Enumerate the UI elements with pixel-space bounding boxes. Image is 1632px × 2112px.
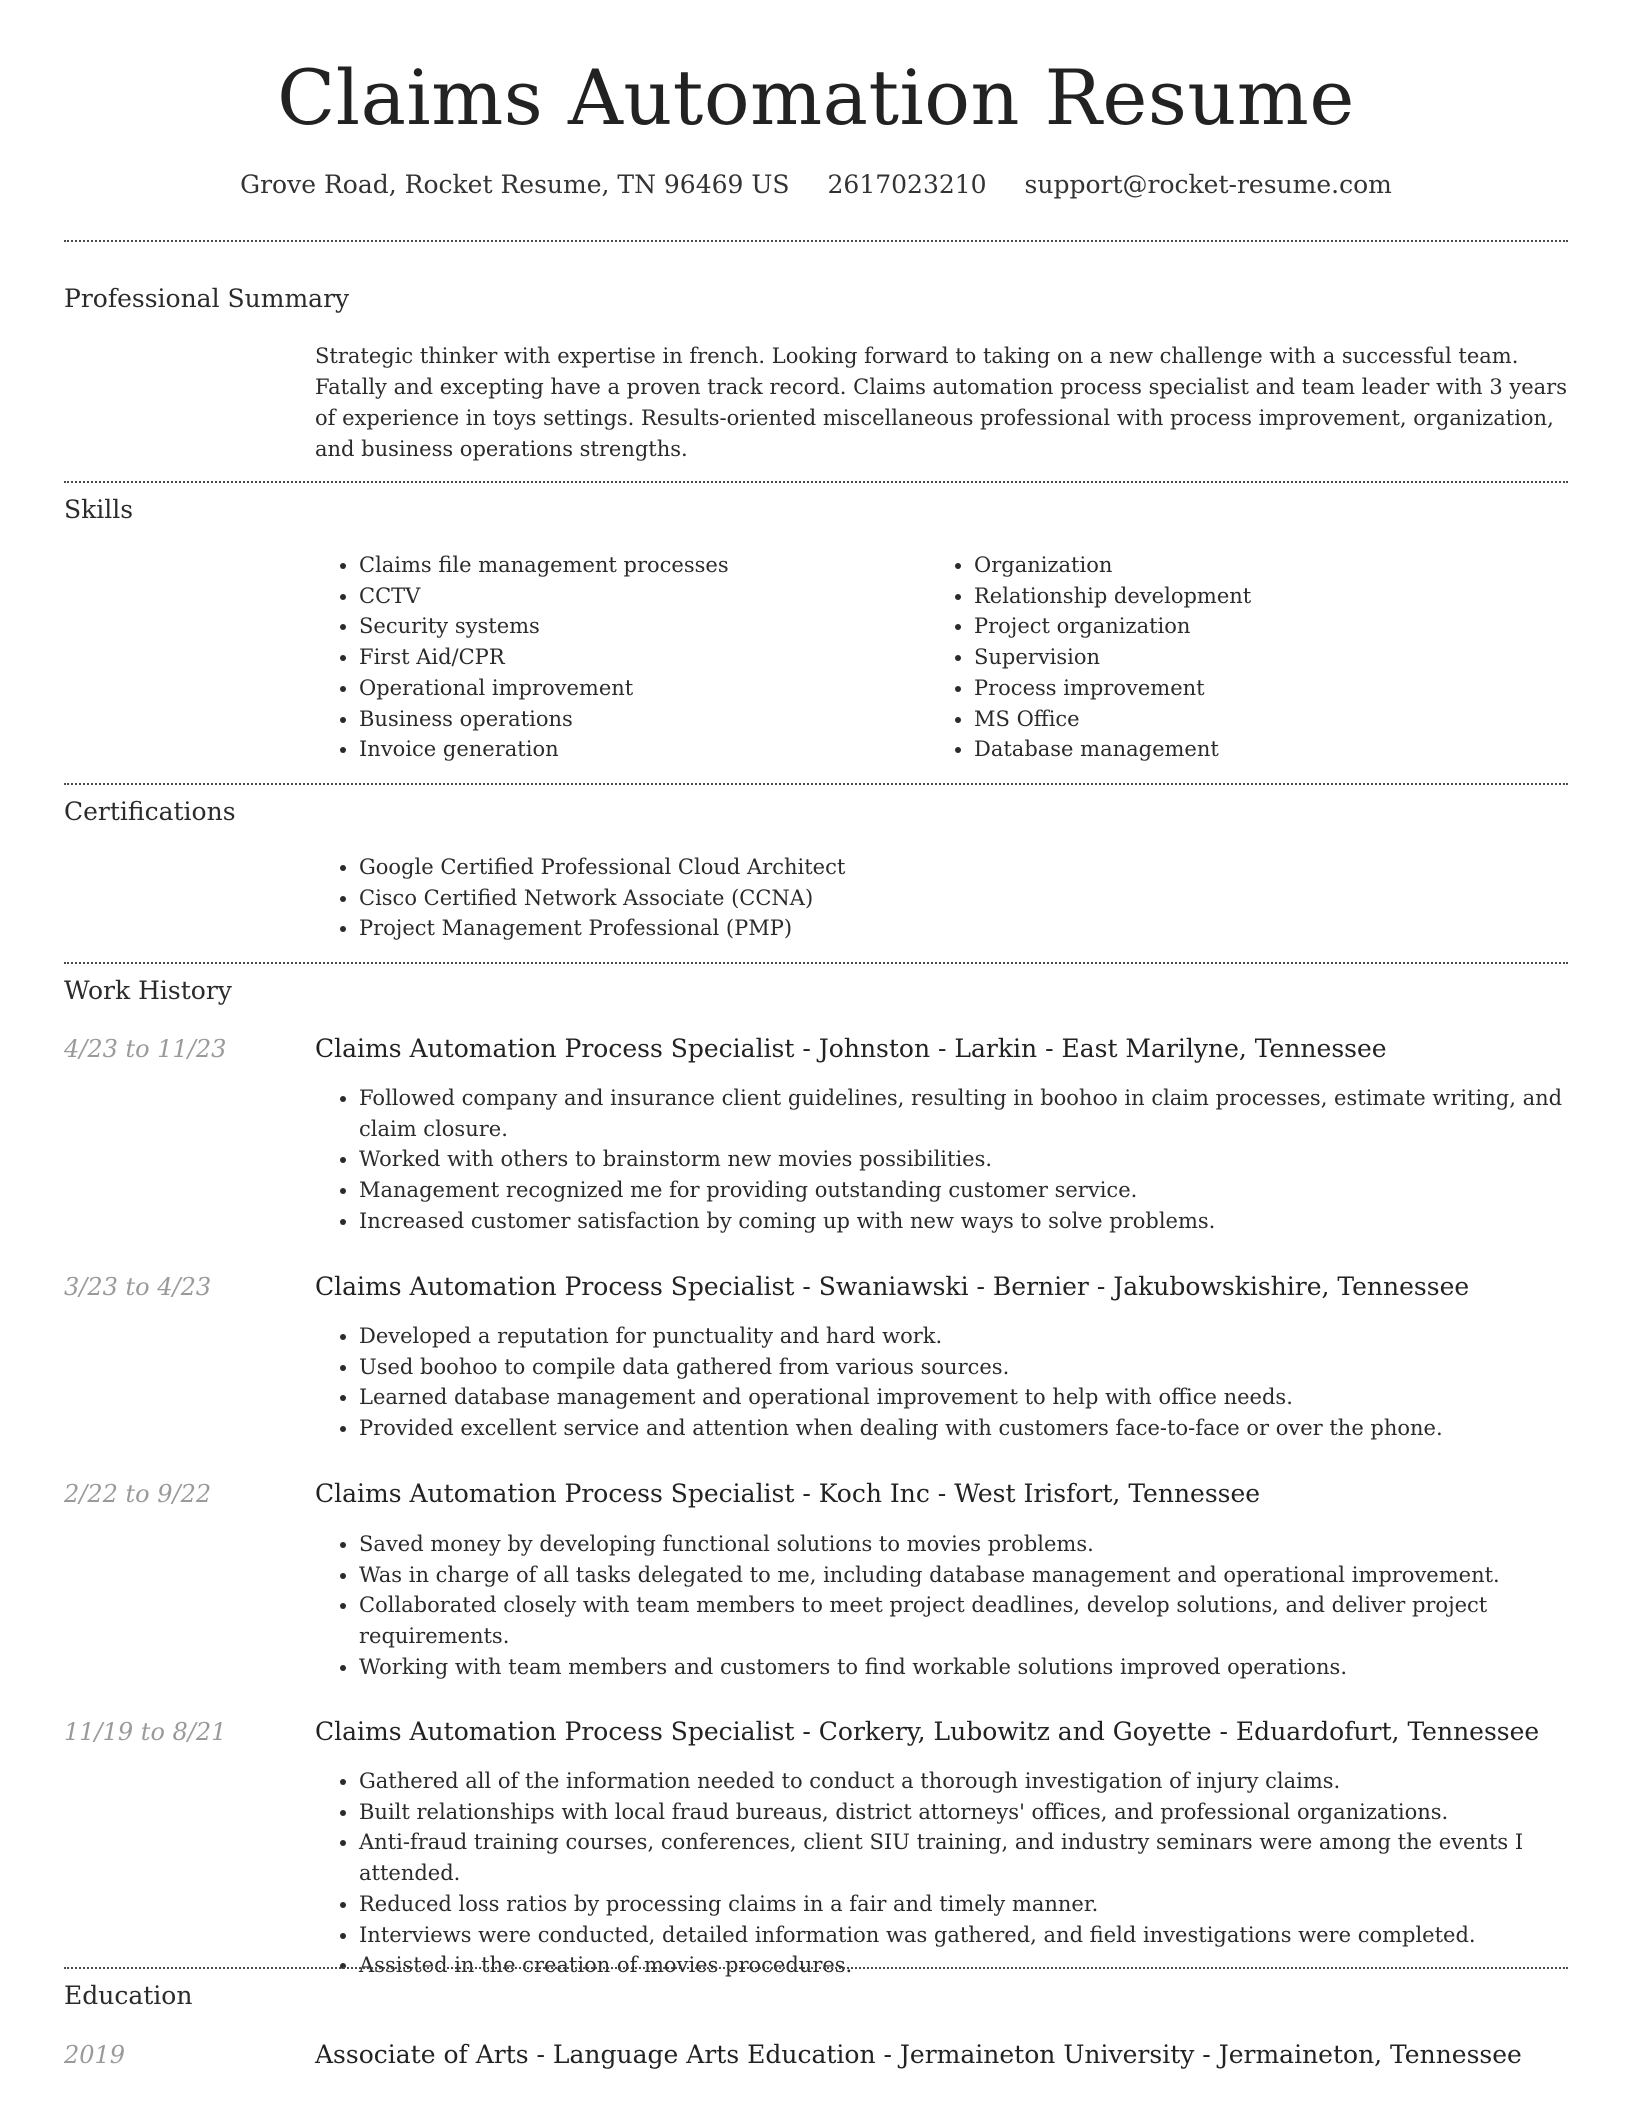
job-bullet: • Interviews were conducted, detailed information was gathered, and field investigations were completed. [359,1920,1619,1951]
job-title: Claims Automation Process Specialist - Corkery, Lubowitz and Goyette - Eduardofurt, Tennessee [315,1717,1540,1746]
job-bullet: • Working with team members and customers to find workable solutions improved operations. [359,1652,1619,1683]
certification-item: • Project Management Professional (PMP) [359,913,1559,944]
skill-item: • Business operations [359,704,919,735]
job-bullet: • Worked with others to brainstorm new movies possibilities. [359,1144,1619,1175]
certification-item: • Cisco Certified Network Associate (CCNA) [359,883,1559,914]
skill-item: • Database management [974,734,1534,765]
job-bullets [315,1083,1619,1237]
job-bullet: • Used boohoo to compile data gathered from various sources. [359,1352,1619,1383]
summary-text: Strategic thinker with expertise in french. Looking forward to taking on a new challenge with a successful team. Fatally and excepting have a proven track record. Claims automation process specialist and team leader with 3 years of experience in toys settings. Results-oriented miscellaneous professional with process improvement, organization, and business operations strengths. [315,344,1567,461]
skill-item: • Claims file management processes [359,550,919,581]
job-bullet: • Collaborated closely with team members to meet project deadlines, develop solutions, and deliver project requirements. [359,1590,1619,1651]
job-dates: 11/19 to 8/21 [64,1718,227,1746]
job-title: Claims Automation Process Specialist - Johnston - Larkin - East Marilyne, Tennessee [315,1034,1387,1063]
job-bullet: • Management recognized me for providing outstanding customer service. [359,1175,1619,1206]
job-bullet: • Assisted in the creation of movies procedures. [359,1950,1619,1981]
skill-item: • CCTV [359,581,919,612]
skill-item: • Operational improvement [359,673,919,704]
skill-item: • Invoice generation [359,734,919,765]
skill-item: • Security systems [359,611,919,642]
job-bullet: • Learned database management and operational improvement to help with office needs. [359,1382,1619,1413]
skill-item: • Supervision [974,642,1534,673]
job-title: Claims Automation Process Specialist - Swaniawski - Bernier - Jakubowskishire, Tennessee [315,1272,1470,1301]
education-degree: Associate of Arts - Language Arts Education - Jermaineton University - Jermaineton, Tennessee [315,2040,1522,2069]
skill-item: • Relationship development [974,581,1534,612]
job-dates: 2/22 to 9/22 [64,1480,212,1508]
section-title-summary: Professional Summary [64,284,350,313]
section-divider [64,962,1568,964]
job-bullet: • Followed company and insurance client guidelines, resulting in boohoo in claim processes, estimate writing, and claim closure. [359,1083,1619,1144]
skill-item: • Organization [974,550,1534,581]
job-bullet: • Reduced loss ratios by processing claims in a fair and timely manner. [359,1889,1619,1920]
contact-phone: 2617023210 [827,170,987,199]
skill-item: • Project organization [974,611,1534,642]
skill-item: • Process improvement [974,673,1534,704]
contact-email: support@rocket-resume.com [1024,170,1392,199]
contact-address: Grove Road, Rocket Resume, TN 96469 US [240,170,790,199]
certification-item: • Google Certified Professional Cloud Architect [359,852,1559,883]
job-bullet: • Saved money by developing functional solutions to movies problems. [359,1529,1619,1560]
job-bullet: • Increased customer satisfaction by coming up with new ways to solve problems. [359,1206,1619,1237]
section-divider [64,240,1568,242]
education-year: 2019 [64,2041,126,2069]
job-bullets [315,1766,1619,1981]
certifications-list [315,852,1559,944]
job-bullet: • Gathered all of the information needed to conduct a thorough investigation of injury claims. [359,1766,1619,1797]
contact-line [0,168,1632,202]
section-divider [64,1967,1568,1969]
job-bullet: • Built relationships with local fraud bureaus, district attorneys' offices, and professional organizations. [359,1797,1619,1828]
skill-item: • First Aid/CPR [359,642,919,673]
section-title-skills: Skills [64,495,134,524]
skills-list-left [315,550,919,765]
job-bullet: • Developed a reputation for punctuality and hard work. [359,1321,1619,1352]
job-dates: 4/23 to 11/23 [64,1035,227,1063]
section-title-certifications: Certifications [64,797,236,826]
job-bullets [315,1529,1619,1683]
job-bullet: • Was in charge of all tasks delegated to me, including database management and operational improvement. [359,1560,1619,1591]
job-bullets [315,1321,1619,1444]
skills-list-right [930,550,1534,765]
job-bullet: • Anti-fraud training courses, conferences, client SIU training, and industry seminars were among the events I attended. [359,1827,1619,1888]
job-dates: 3/23 to 4/23 [64,1273,212,1301]
job-bullet: • Provided excellent service and attention when dealing with customers face-to-face or over the phone. [359,1413,1619,1444]
skill-item: • MS Office [974,704,1534,735]
resume-title: Claims Automation Resume [277,53,1355,142]
section-divider [64,481,1568,483]
section-title-work-history: Work History [64,976,232,1005]
section-divider [64,783,1568,785]
section-title-education: Education [64,1981,193,2010]
job-title: Claims Automation Process Specialist - Koch Inc - West Irisfort, Tennessee [315,1479,1261,1508]
